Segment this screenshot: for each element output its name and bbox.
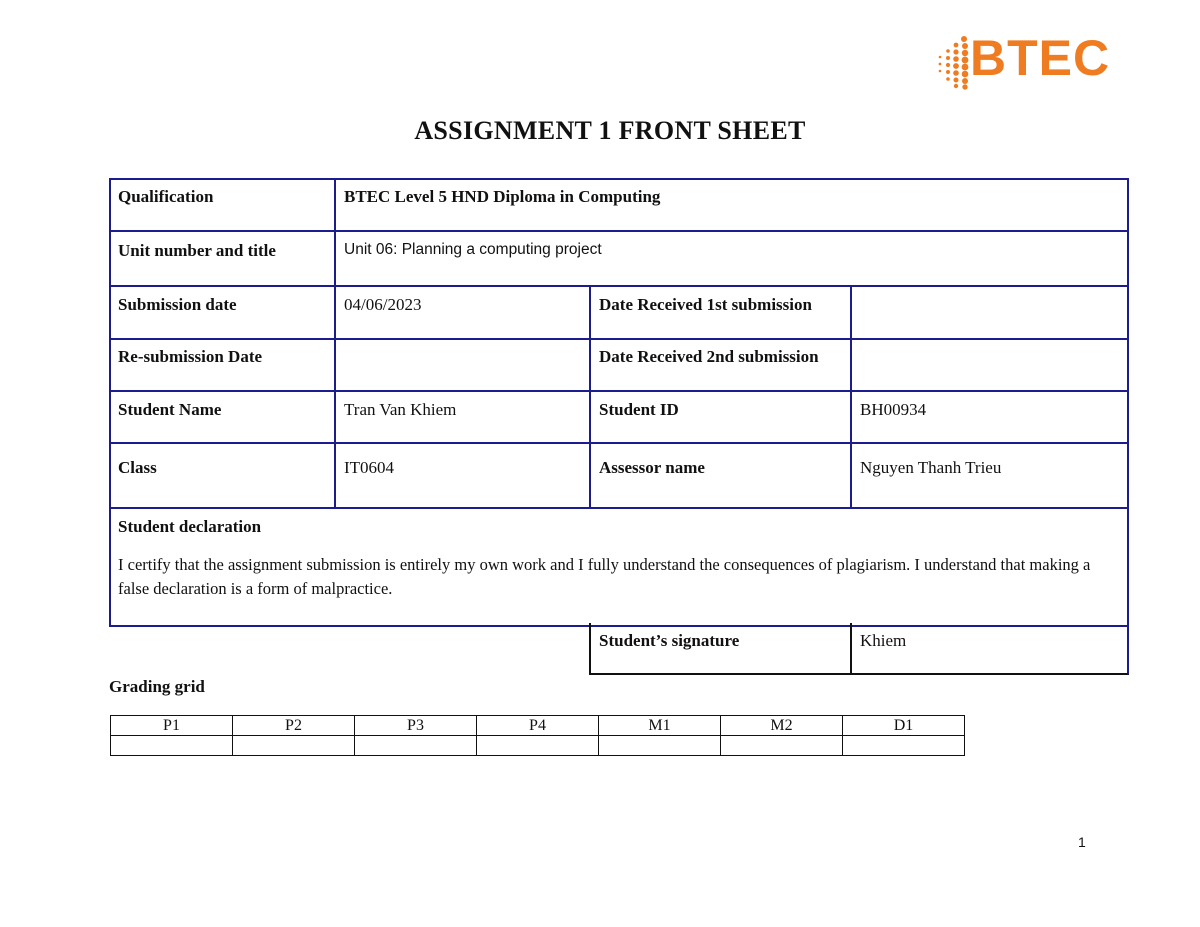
student-name-label: Student Name (118, 400, 222, 419)
row-divider (110, 390, 1127, 392)
grade-cell-p1 (111, 736, 233, 756)
page-title: ASSIGNMENT 1 FRONT SHEET (414, 116, 806, 145)
student-name-value: Tran Van Khiem (344, 400, 457, 419)
qualification-value: BTEC Level 5 HND Diploma in Computing (344, 187, 661, 206)
row-divider (110, 230, 1127, 232)
declaration-label: Student declaration (118, 517, 262, 536)
row-divider (110, 442, 1127, 444)
grade-header-m1: M1 (599, 716, 721, 736)
page-number: 1 (1078, 834, 1086, 850)
signature-divider (850, 623, 852, 675)
submission-date-label: Submission date (118, 295, 237, 314)
student-id-value: BH00934 (860, 400, 927, 419)
resubmission-label: Re-submission Date (118, 347, 263, 366)
date-received-2-label: Date Received 2nd submission (599, 347, 819, 366)
student-id-label: Student ID (599, 400, 679, 419)
signature-label: Student’s signature (599, 631, 740, 650)
column-divider (334, 178, 336, 508)
row-divider (110, 338, 1127, 340)
logo-text: BTEC (970, 30, 1111, 86)
assessor-value: Nguyen Thanh Trieu (860, 458, 1002, 477)
grade-header-d1: D1 (843, 716, 965, 736)
btec-logo (934, 30, 1124, 91)
date-received-1-label: Date Received 1st submission (599, 295, 812, 314)
class-value: IT0604 (344, 458, 395, 477)
grade-cell-m1 (599, 736, 721, 756)
column-divider (589, 285, 591, 508)
grade-header-m2: M2 (721, 716, 843, 736)
grade-header-p1: P1 (111, 716, 233, 736)
grade-header-p3: P3 (355, 716, 477, 736)
declaration-text: I certify that the assignment submission is entirely my own work and I fully understand the consequences of plagiarism. I understand that making a false declaration is a form of malpractice. (118, 555, 1091, 598)
unit-label: Unit number and title (118, 241, 276, 260)
grading-grid (110, 715, 965, 756)
row-divider (110, 507, 1127, 509)
grade-cell-p4 (477, 736, 599, 756)
grade-cell-p2 (233, 736, 355, 756)
submission-date-value: 04/06/2023 (344, 295, 422, 314)
qualification-label: Qualification (118, 187, 214, 206)
grade-cell-d1 (843, 736, 965, 756)
row-divider (110, 285, 1127, 287)
unit-value: Unit 06: Planning a computing project (344, 241, 602, 258)
grading-grid-title: Grading grid (109, 677, 205, 696)
class-label: Class (118, 458, 157, 477)
signature-value: Khiem (860, 631, 907, 650)
grade-header-p4: P4 (477, 716, 599, 736)
grade-header-p2: P2 (233, 716, 355, 736)
assessor-label: Assessor name (599, 458, 705, 477)
grade-cell-m2 (721, 736, 843, 756)
grade-cell-p3 (355, 736, 477, 756)
column-divider (850, 285, 852, 508)
